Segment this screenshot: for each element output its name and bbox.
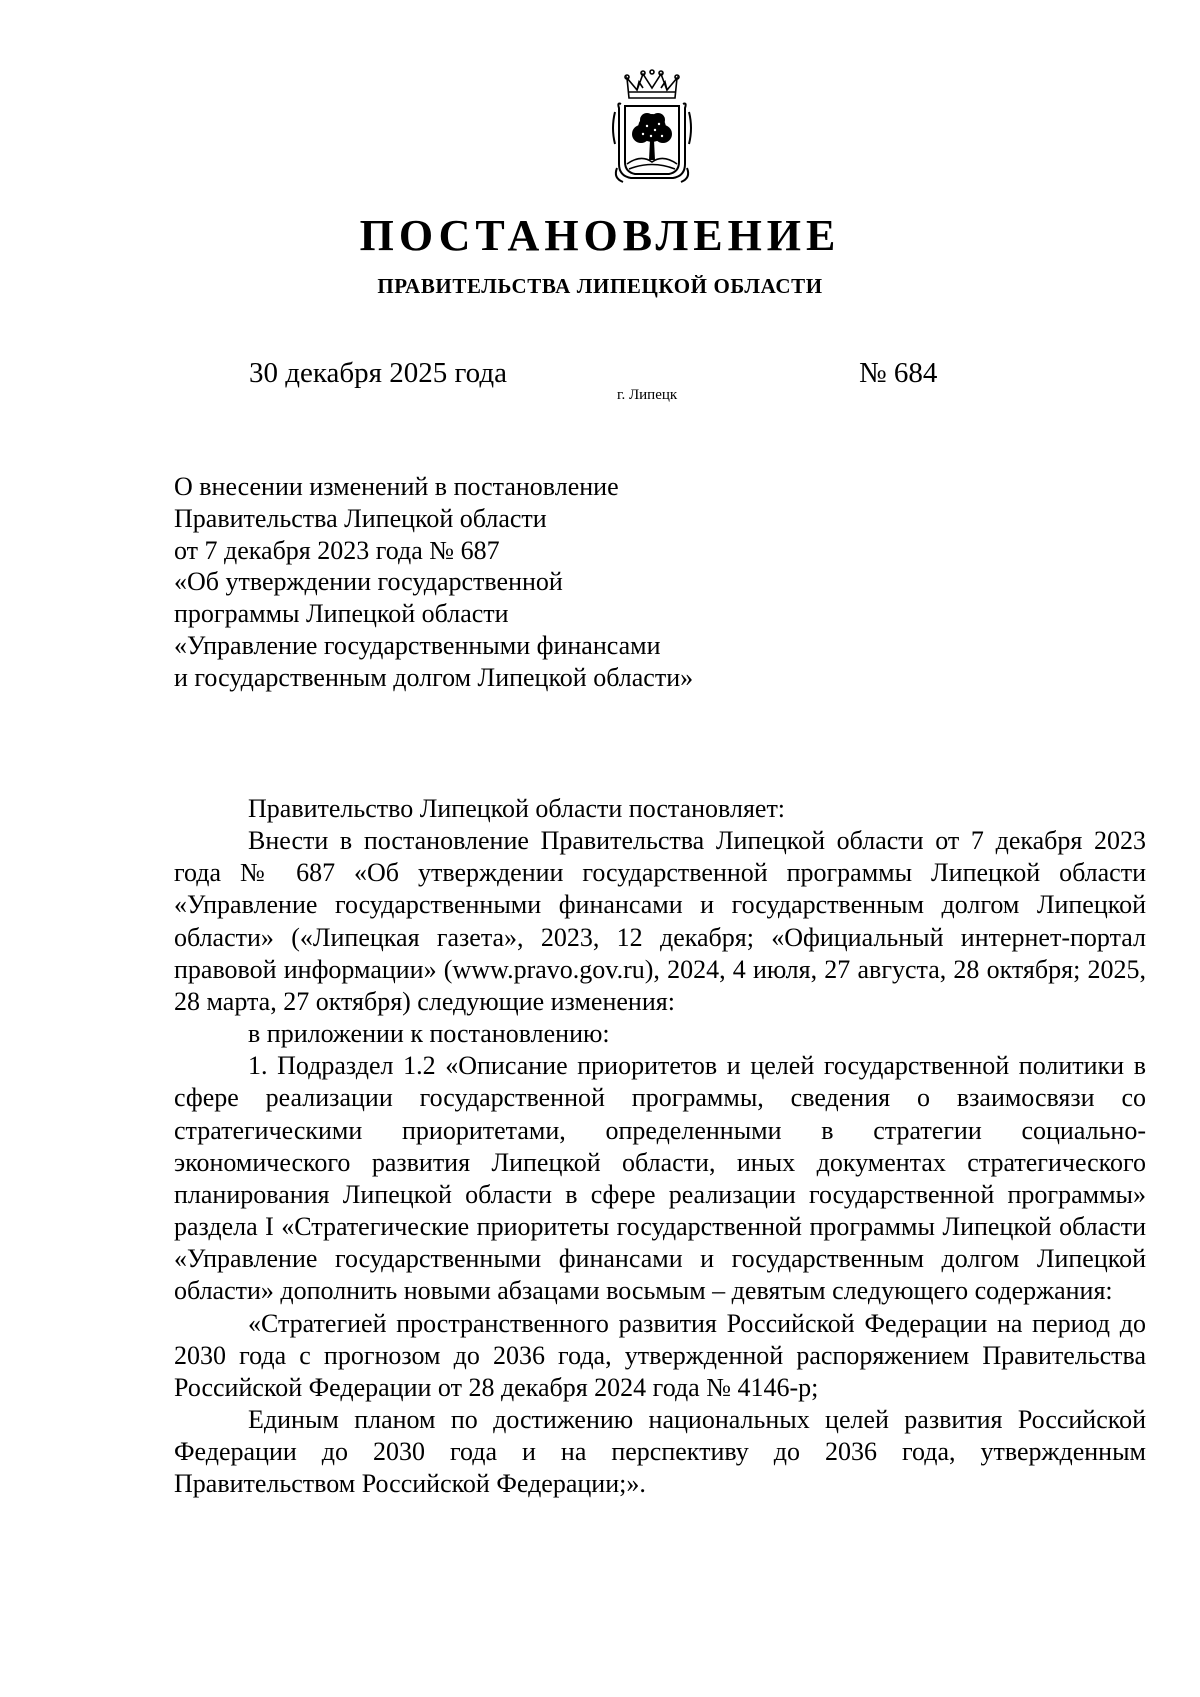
subject-line: О внесении изменений в постановление (174, 472, 619, 501)
document-city: г. Липецк (617, 387, 678, 403)
subject-line: программы Липецкой области (174, 599, 509, 629)
subject-line: «Управление государственными финансами (174, 630, 661, 660)
body-paragraph: Внести в постановление Правительства Липецкой области от 7 декабря 2023 года № 687 «Об утверждении государственной программы Липецкой области «Управление государственными финансами и государственным долгом Липецкой области» («Липецкая газета», 2023, 12 декабря; «Официальный интернет-портал правовой информации» (www.pravo.gov.ru), 2024, 4 июля, 27 августа, 28 октября; 2025, 28 марта, 27 октября) следующие изменения: (174, 826, 1146, 1016)
body-paragraph: Единым планом по достижению национальных целей развития Российской Федерации до 2030 года и на перспективу до 2036 года, утвержденным Правительством Российской Федерации;». (174, 1404, 1146, 1499)
document-body (174, 793, 1146, 1500)
coat-of-arms-icon (607, 68, 697, 188)
document-date: 30 декабря 2025 года (249, 357, 507, 389)
document-number: № 684 (859, 357, 938, 389)
body-paragraph: «Стратегией пространственного развития Российской Федерации на период до 2030 года с прогнозом до 2036 года, утвержденной распоряжением Правительства Российской Федерации от 28 декабря 2024 года № 4146-р; (174, 1308, 1146, 1402)
issuer-name: ПРАВИТЕЛЬСТВА ЛИПЕЦКОЙ ОБЛАСТИ (377, 274, 823, 298)
subject-line: от 7 декабря 2023 года № 687 (174, 535, 500, 565)
subject-line: и государственным долгом Липецкой области» (174, 662, 694, 692)
subject-line: Правительства Липецкой области (174, 503, 547, 533)
body-paragraph: Правительство Липецкой области постановляет: (248, 794, 786, 823)
document-type-title: ПОСТАНОВЛЕНИЕ (359, 211, 841, 260)
document-subject (174, 471, 894, 694)
body-paragraph: в приложении к постановлению: (248, 1019, 610, 1049)
body-paragraph: 1. Подраздел 1.2 «Описание приоритетов и целей государственной политики в сфере реализации государственной программы, сведения о взаимосвязи со стратегическими приоритетами, определенными в стратегии социально-экономического развития Липецкой области, иных документах стратегического планирования Липецкой области в сфере реализации государственной программы» раздела I «Стратегические приоритеты государственной программы Липецкой области «Управление государственными финансами и государственным долгом Липецкой области» дополнить новыми абзацами восьмым – девятым следующего содержания: (174, 1051, 1146, 1306)
subject-line: «Об утверждении государственной (174, 567, 563, 597)
